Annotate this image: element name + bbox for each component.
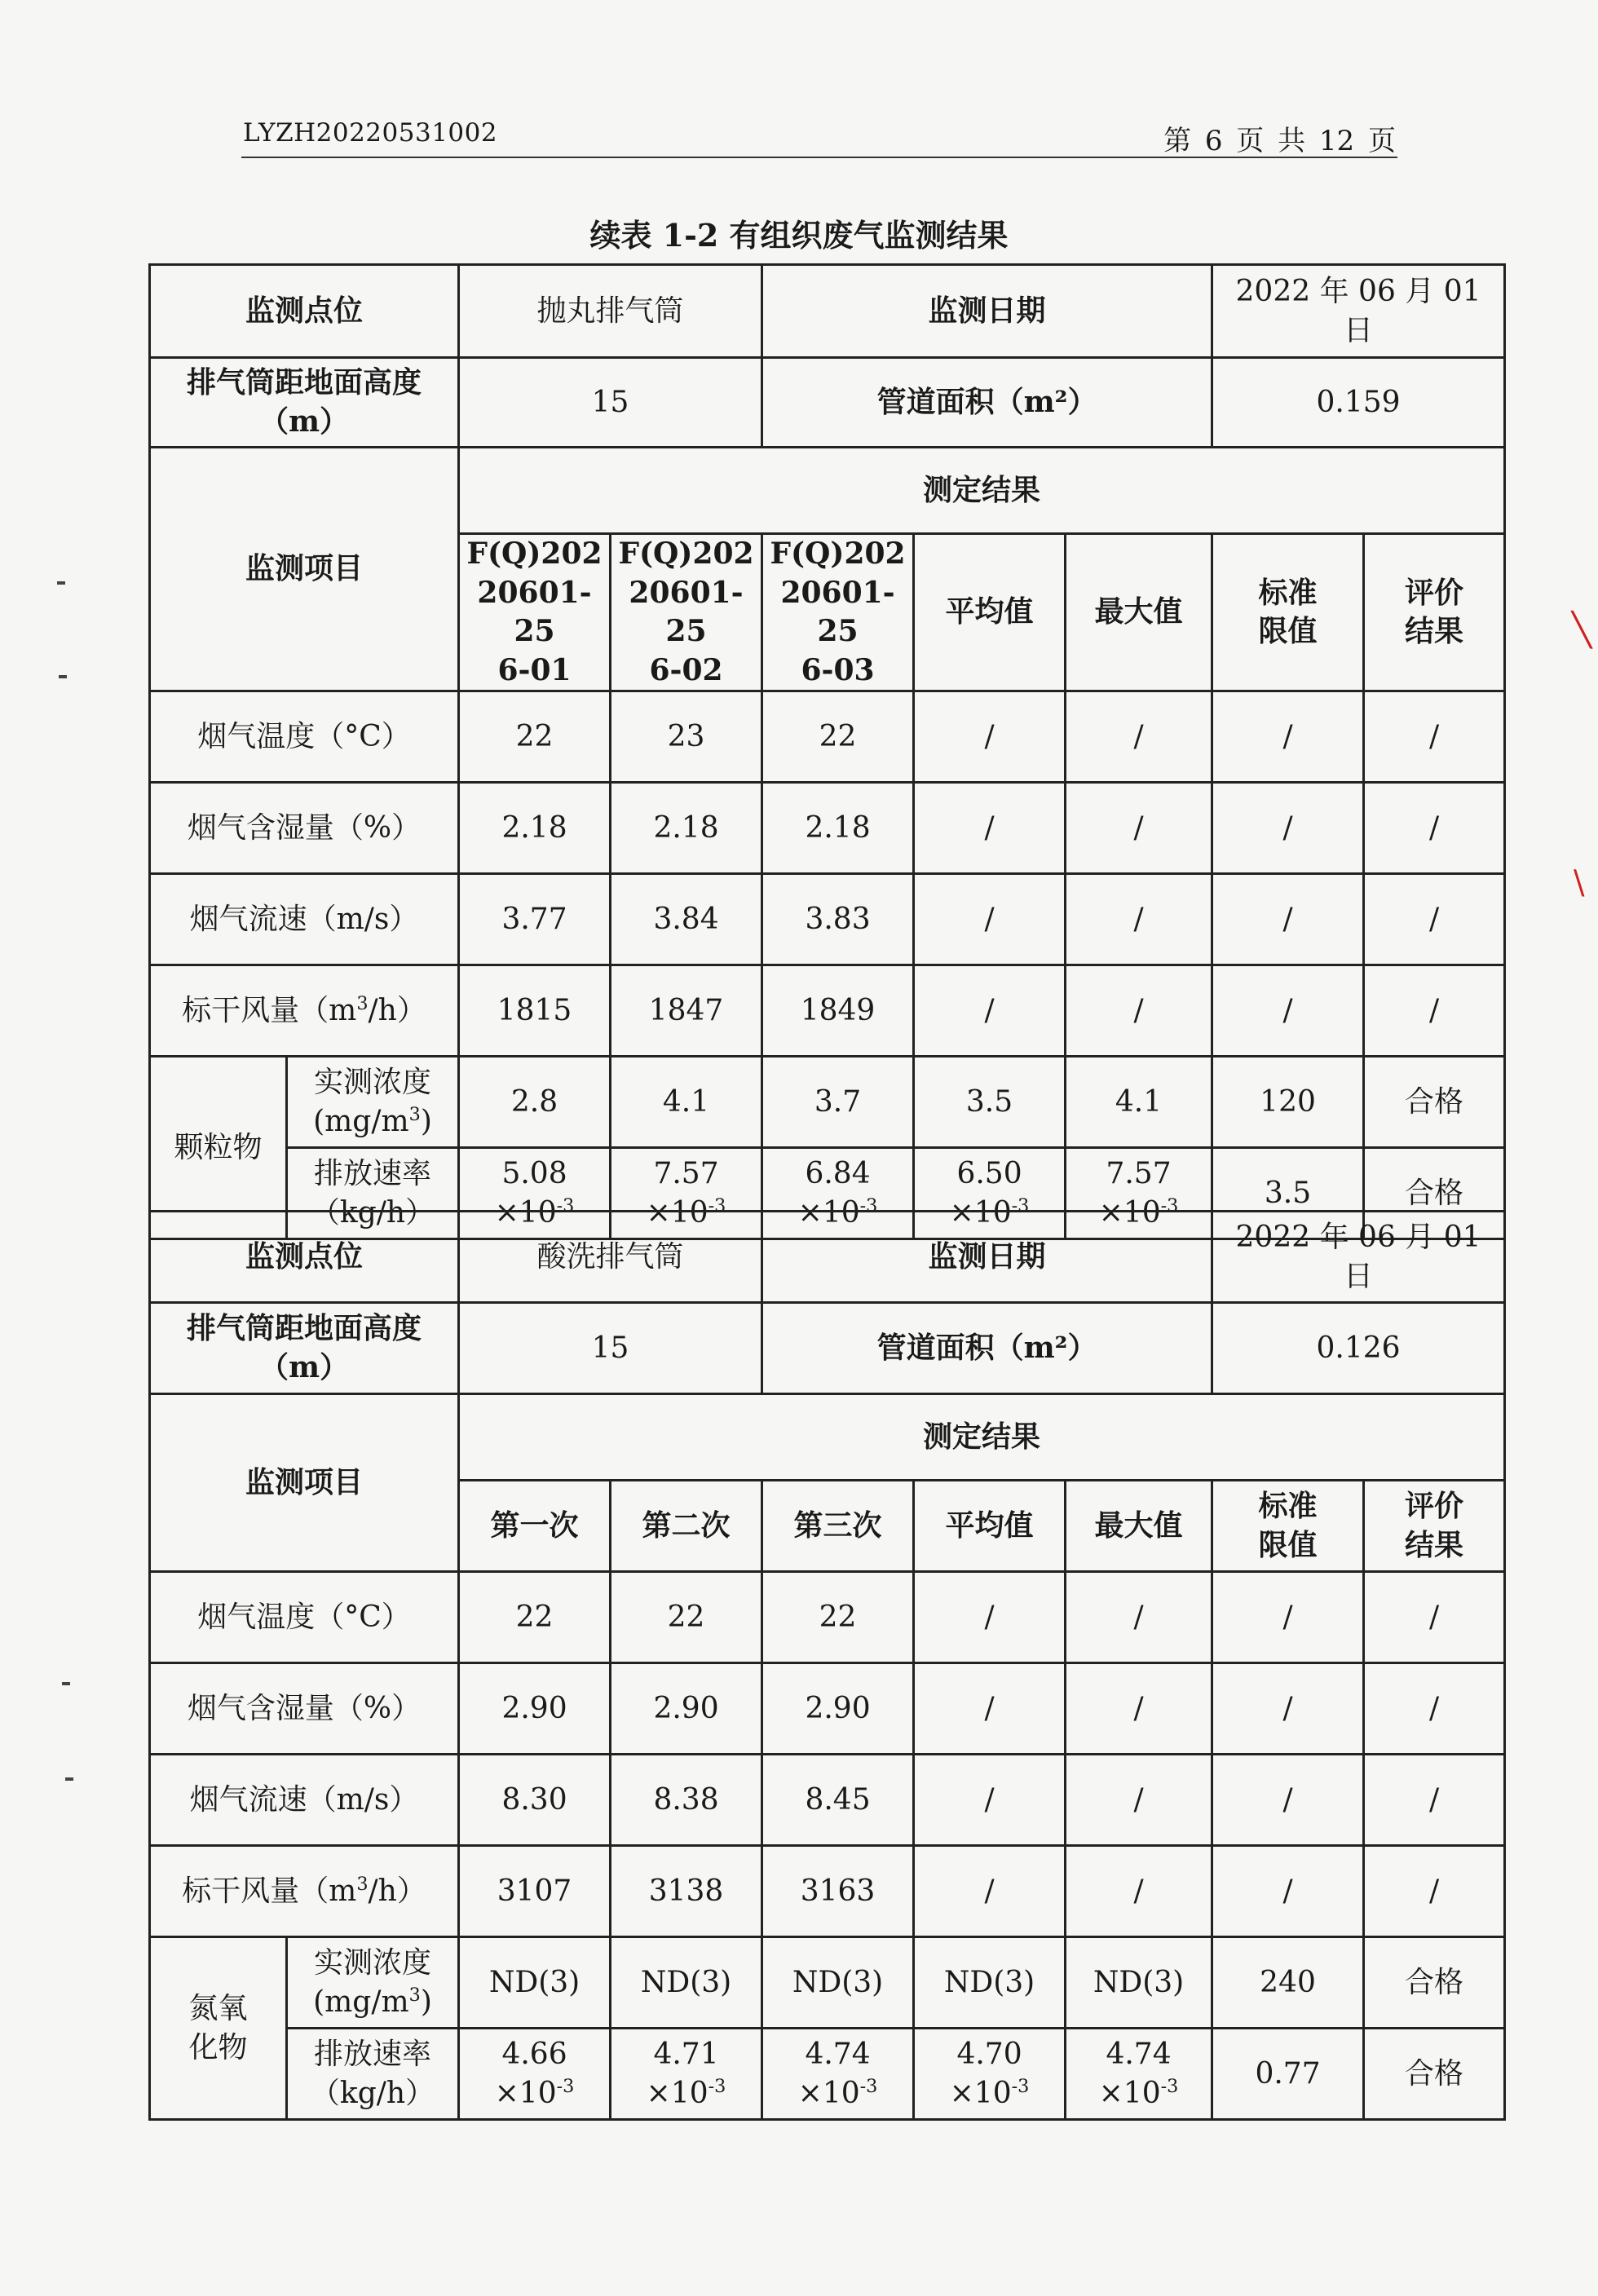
cell: 240 xyxy=(1212,1937,1364,2029)
row-label: 标干风量$(m^3/h)$ xyxy=(150,965,459,1057)
cell: / xyxy=(1364,1846,1505,1937)
cell: 1847 xyxy=(611,965,762,1057)
cell: / xyxy=(1066,1572,1212,1663)
cell: / xyxy=(1364,1663,1505,1755)
table-row xyxy=(150,1663,1505,1755)
area-label: 管道面积（m²） xyxy=(762,358,1212,448)
cell: 7.57 $\times 10^{-3}$ xyxy=(611,1148,762,1239)
cell: 3.84 xyxy=(611,874,762,965)
point-label: 监测点位 xyxy=(150,265,459,358)
table-row xyxy=(150,1572,1505,1663)
cell: 23 xyxy=(611,691,762,783)
avg-col: 平均值 xyxy=(914,534,1066,691)
point-value: 抛丸排气筒 xyxy=(459,265,762,358)
conc-label: 实测浓度 $(mg/m^3)$ xyxy=(287,1937,459,2029)
row-label: 烟气含湿量（%） xyxy=(150,783,459,874)
cell: 6.84 $\times 10^{-3}$ xyxy=(762,1148,914,1239)
pollutant-conc-row xyxy=(150,1937,1505,2029)
date-value: 2022 年 06 月 01 日 xyxy=(1212,1212,1505,1303)
table-row xyxy=(150,691,1505,783)
cell: 22 xyxy=(762,1572,914,1663)
cell: 2.8 xyxy=(459,1057,611,1148)
rate-label: 排放速率 （kg/h） xyxy=(287,1148,459,1239)
max-col: 最大值 xyxy=(1066,1481,1212,1572)
cell: 4.71 $\times 10^{-3}$ xyxy=(611,2029,762,2120)
cell: 2.90 xyxy=(762,1663,914,1755)
cell: ND(3) xyxy=(459,1937,611,2029)
cell: / xyxy=(914,691,1066,783)
cell: / xyxy=(1364,1572,1505,1663)
cell: 22 xyxy=(459,691,611,783)
cell: 4.1 xyxy=(611,1057,762,1148)
cell: 2.18 xyxy=(611,783,762,874)
margin-mark xyxy=(62,1682,70,1685)
table-caption: 续表 1-2 有组织废气监测结果 xyxy=(589,217,1009,254)
table-row xyxy=(150,874,1505,965)
cell: 0.77 xyxy=(1212,2029,1364,2120)
cell: / xyxy=(1364,691,1505,783)
cell: 2.90 xyxy=(459,1663,611,1755)
cell: / xyxy=(1066,1755,1212,1846)
height-label-line2: （m） xyxy=(258,1349,350,1384)
sample-col-2: F(Q)202 20601-25 6-02 xyxy=(611,534,762,691)
rate-label: 排放速率 （kg/h） xyxy=(287,2029,459,2120)
cell: / xyxy=(914,1846,1066,1937)
item-label: 监测项目 xyxy=(150,448,459,691)
cell: 1815 xyxy=(459,965,611,1057)
cell: 120 xyxy=(1212,1057,1364,1148)
cell: 7.57 $\times 10^{-3}$ xyxy=(1066,1148,1212,1239)
table-row xyxy=(150,965,1505,1057)
row-label: 烟气流速（m/s） xyxy=(150,1755,459,1846)
page-indicator: 第 6 页 共 12 页 xyxy=(1163,125,1396,157)
result-label: 测定结果 xyxy=(459,1394,1505,1481)
table-row xyxy=(150,1846,1505,1937)
cell: / xyxy=(1212,1572,1364,1663)
std-col: 标准 限值 xyxy=(1212,1481,1364,1572)
row-label: 烟气温度（°C） xyxy=(150,1572,459,1663)
height-label-line1: 排气筒距地面高度 xyxy=(187,364,422,400)
round-col-1: 第一次 xyxy=(459,1481,611,1572)
conc-label: 实测浓度 $(mg/m^3)$ xyxy=(287,1057,459,1148)
height-value: 15 xyxy=(459,358,762,448)
date-label: 监测日期 xyxy=(762,265,1212,358)
cell: / xyxy=(914,1663,1066,1755)
cell: 3.83 xyxy=(762,874,914,965)
cell: 合格 xyxy=(1364,1057,1505,1148)
cell: / xyxy=(914,1755,1066,1846)
cell: / xyxy=(1364,783,1505,874)
cell: / xyxy=(1212,874,1364,965)
cell: / xyxy=(1212,691,1364,783)
cell: / xyxy=(1212,1663,1364,1755)
area-value: 0.126 xyxy=(1212,1303,1505,1394)
report-number: LYZH20220531002 xyxy=(243,118,498,148)
sample-col-3: F(Q)202 20601-25 6-03 xyxy=(762,534,914,691)
point-label: 监测点位 xyxy=(150,1212,459,1303)
cell: ND(3) xyxy=(611,1937,762,2029)
height-label xyxy=(150,1303,459,1394)
cell: / xyxy=(1066,874,1212,965)
cell: 合格 xyxy=(1364,2029,1505,2120)
round-col-3: 第三次 xyxy=(762,1481,914,1572)
cell: 3.5 xyxy=(1212,1148,1364,1239)
cell: 3138 xyxy=(611,1846,762,1937)
cell: 4.70 $\times 10^{-3}$ xyxy=(914,2029,1066,2120)
cell: / xyxy=(1066,691,1212,783)
cell: 1849 xyxy=(762,965,914,1057)
cell: 2.18 xyxy=(459,783,611,874)
height-label xyxy=(150,358,459,448)
cell: / xyxy=(1364,874,1505,965)
cell: / xyxy=(1212,1846,1364,1937)
eval-col: 评价 结果 xyxy=(1364,534,1505,691)
cell: / xyxy=(1212,1755,1364,1846)
cell: / xyxy=(1212,783,1364,874)
cell: / xyxy=(914,1572,1066,1663)
pollutant-conc-row xyxy=(150,1057,1505,1148)
cell: 4.74 $\times 10^{-3}$ xyxy=(1066,2029,1212,2120)
eval-col: 评价 结果 xyxy=(1364,1481,1505,1572)
cell: / xyxy=(1066,783,1212,874)
cell: / xyxy=(1364,1755,1505,1846)
cell: 22 xyxy=(459,1572,611,1663)
margin-mark xyxy=(65,1777,73,1781)
cell: 8.45 xyxy=(762,1755,914,1846)
cell: 8.38 xyxy=(611,1755,762,1846)
pollutant-name: 氮氧 化物 xyxy=(150,1937,287,2120)
cell: ND(3) xyxy=(914,1937,1066,2029)
cell: 3.77 xyxy=(459,874,611,965)
area-label: 管道面积（m²） xyxy=(762,1303,1212,1394)
row-label: 烟气温度（°C） xyxy=(150,691,459,783)
cell: / xyxy=(1066,965,1212,1057)
cell: 4.1 xyxy=(1066,1057,1212,1148)
cell: 8.30 xyxy=(459,1755,611,1846)
monitoring-table-2 xyxy=(148,1210,1506,2121)
cell: / xyxy=(914,965,1066,1057)
cell: ND(3) xyxy=(762,1937,914,2029)
date-value: 2022 年 06 月 01 日 xyxy=(1212,265,1505,358)
cell: 3.5 xyxy=(914,1057,1066,1148)
margin-mark xyxy=(57,581,65,585)
table-row xyxy=(150,1755,1505,1846)
header-rule xyxy=(241,157,1397,158)
cell: 22 xyxy=(611,1572,762,1663)
cell: 3.7 xyxy=(762,1057,914,1148)
pollutant-name: 颗粒物 xyxy=(150,1057,287,1239)
pollutant-rate-row xyxy=(150,2029,1505,2120)
area-value: 0.159 xyxy=(1212,358,1505,448)
margin-mark xyxy=(59,675,67,678)
height-value: 15 xyxy=(459,1303,762,1394)
cell: 22 xyxy=(762,691,914,783)
table-row xyxy=(150,783,1505,874)
cell: / xyxy=(1066,1846,1212,1937)
seal-fragment-mark: \ xyxy=(1574,864,1585,902)
height-label-line1: 排气筒距地面高度 xyxy=(187,1310,422,1345)
max-col: 最大值 xyxy=(1066,534,1212,691)
cell: / xyxy=(914,874,1066,965)
cell: 合格 xyxy=(1364,1937,1505,2029)
cell: / xyxy=(1364,965,1505,1057)
sample-col-1: F(Q)202 20601-25 6-01 xyxy=(459,534,611,691)
std-col: 标准 限值 xyxy=(1212,534,1364,691)
cell: ND(3) xyxy=(1066,1937,1212,2029)
cell: 6.50 $\times 10^{-3}$ xyxy=(914,1148,1066,1239)
cell: 2.90 xyxy=(611,1663,762,1755)
monitoring-table-1 xyxy=(148,263,1506,1240)
cell: / xyxy=(1212,965,1364,1057)
point-value: 酸洗排气筒 xyxy=(459,1212,762,1303)
cell: 5.08 $\times 10^{-3}$ xyxy=(459,1148,611,1239)
row-label: 烟气流速（m/s） xyxy=(150,874,459,965)
result-label: 测定结果 xyxy=(459,448,1505,534)
date-label: 监测日期 xyxy=(762,1212,1212,1303)
row-label: 烟气含湿量（%） xyxy=(150,1663,459,1755)
round-col-2: 第二次 xyxy=(611,1481,762,1572)
cell: 2.18 xyxy=(762,783,914,874)
cell: 3107 xyxy=(459,1846,611,1937)
cell: / xyxy=(914,783,1066,874)
cell: 合格 xyxy=(1364,1148,1505,1239)
avg-col: 平均值 xyxy=(914,1481,1066,1572)
seal-fragment-mark: ╲ xyxy=(1572,612,1592,649)
cell: 3163 xyxy=(762,1846,914,1937)
row-label: 标干风量$(m^3/h)$ xyxy=(150,1846,459,1937)
item-label: 监测项目 xyxy=(150,1394,459,1572)
cell: / xyxy=(1066,1663,1212,1755)
cell: 4.74 $\times 10^{-3}$ xyxy=(762,2029,914,2120)
cell: 4.66 $\times 10^{-3}$ xyxy=(459,2029,611,2120)
height-label-line2: （m） xyxy=(258,404,350,439)
